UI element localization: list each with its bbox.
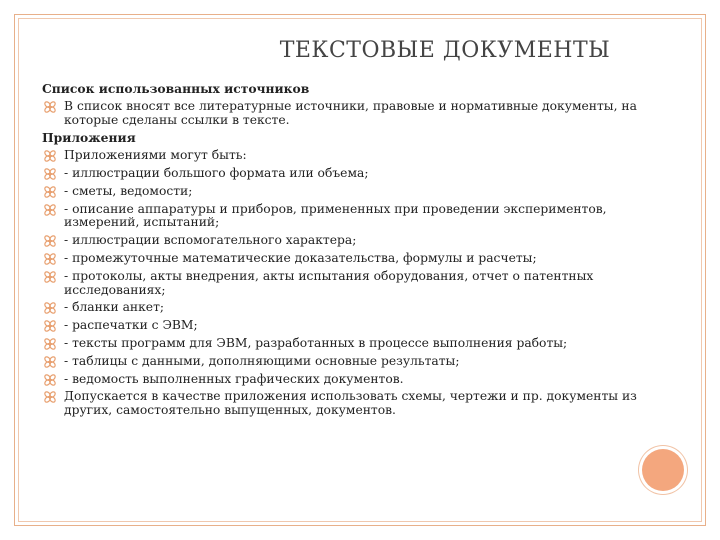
flower-bullet-icon [43, 203, 57, 217]
flower-bullet-icon [43, 319, 57, 333]
sources-list [42, 100, 676, 128]
list-item: - распечатки с ЭВМ; [42, 319, 676, 333]
flower-bullet-icon [43, 373, 57, 387]
list-item: - ведомость выполненных графических документов. [42, 373, 676, 387]
flower-bullet-icon [43, 167, 57, 181]
flower-bullet-icon [43, 149, 57, 163]
section-heading-appendices: Приложения [42, 130, 136, 146]
list-item: - промежуточные математические доказательства, формулы и расчеты; [42, 252, 676, 266]
slide-title: ТЕКСТОВЫЕ ДОКУМЕНТЫ [279, 38, 611, 63]
list-item: - протоколы, акты внедрения, акты испытания оборудования, отчет о патентных исследованиях; [42, 270, 676, 298]
list-item: - сметы, ведомости; [42, 185, 676, 199]
flower-bullet-icon [43, 337, 57, 351]
slide-content [42, 82, 676, 422]
list-item: - описание аппаратуры и приборов, примененных при проведении экспериментов, измерений, испытаний; [42, 203, 676, 231]
list-item: В список вносят все литературные источники, правовые и нормативные документы, на которые сделаны ссылки в тексте. [42, 100, 676, 128]
list-item: - тексты программ для ЭВМ, разработанных в процессе выполнения работы; [42, 337, 676, 351]
list-item: Приложениями могут быть: [42, 149, 676, 163]
flower-bullet-icon [43, 252, 57, 266]
flower-bullet-icon [43, 100, 57, 114]
list-item: - бланки анкет; [42, 301, 676, 315]
flower-bullet-icon [43, 355, 57, 369]
list-item: - иллюстрации большого формата или объема; [42, 167, 676, 181]
decorative-circle [642, 449, 684, 491]
flower-bullet-icon [43, 301, 57, 315]
list-item: - иллюстрации вспомогательного характера; [42, 234, 676, 248]
section-heading-sources: Список использованных источников [42, 81, 310, 96]
flower-bullet-icon [43, 185, 57, 199]
list-item: - таблицы с данными, дополняющими основные результаты; [42, 355, 676, 369]
flower-bullet-icon [43, 270, 57, 284]
list-item: Допускается в качестве приложения использовать схемы, чертежи и пр. документы из других, самостоятельно выпущенных, документов. [42, 390, 676, 418]
appendices-list [42, 149, 676, 418]
flower-bullet-icon [43, 234, 57, 248]
flower-bullet-icon [43, 390, 57, 404]
